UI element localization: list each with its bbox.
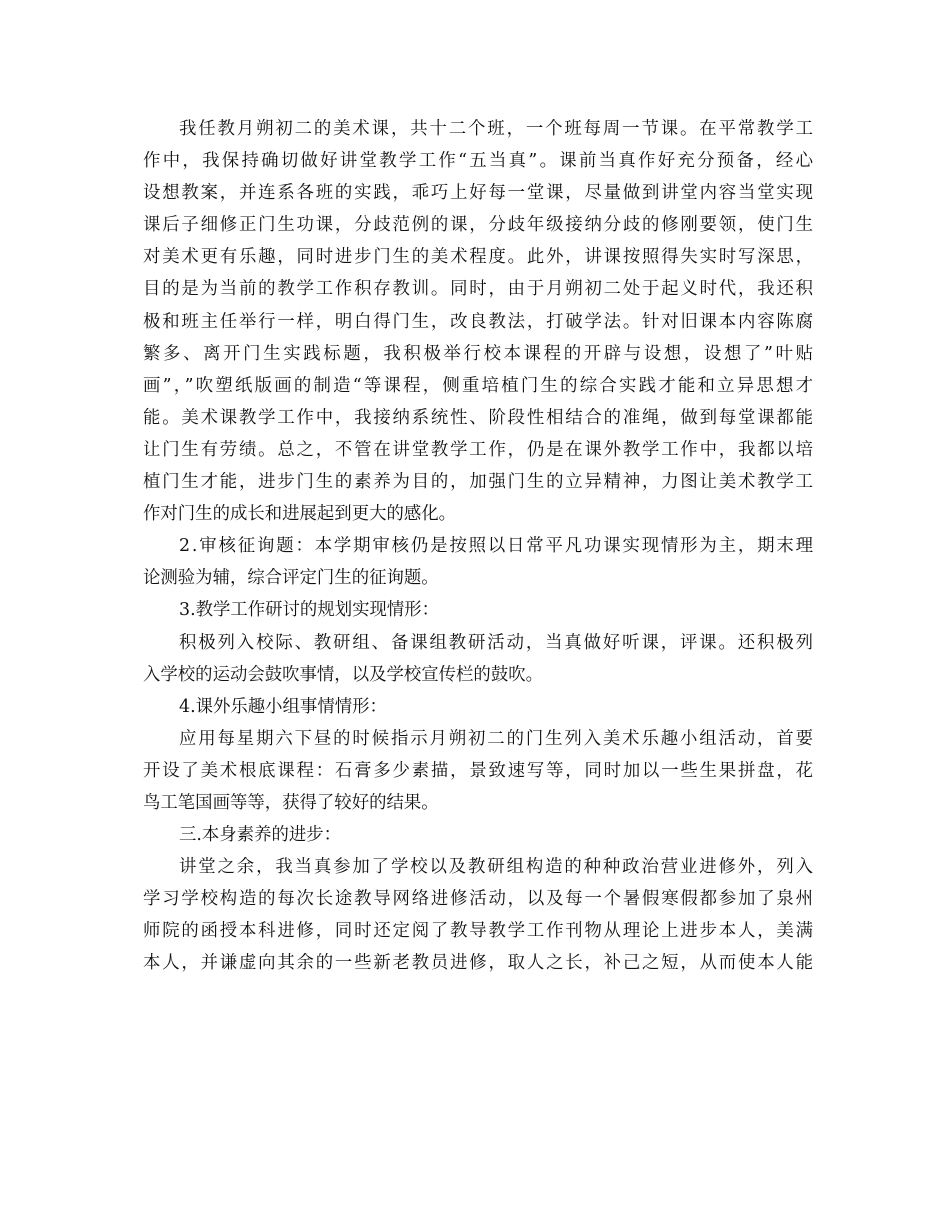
text-line: 应用每星期六下昼的时候指示月朔初二的门生列入美术乐趣小组活动，首要 [179, 728, 815, 749]
text-line: 2.审核征询题：本学期审核仍是按照以日常平凡功课实现情形为主，期末理 [179, 536, 815, 557]
document-body [143, 113, 816, 980]
text-line: 设想教案，并连系各班的实践，乖巧上好每一堂课，尽量做到讲堂内容当堂实现 [143, 183, 815, 204]
text-line: 3.教学工作研讨的规划实现情形： [179, 600, 440, 621]
text-line: 繁多、离开门生实践标题，我积极举行校本课程的开辟与设想，设想了”叶贴 [143, 343, 816, 364]
text-line: 开设了美术根底课程：石膏多少素描，景致速写等，同时加以一些生果拼盘，花 [143, 760, 815, 781]
text-line: 三.本身素养的进步： [179, 825, 342, 846]
text-line: 能。美术课教学工作中，我接纳系统性、阶段性相结合的准绳，做到每堂课都能 [143, 407, 815, 428]
text-line: 画”，”吹塑纸版画的制造“等课程，侧重培植门生的综合实践才能和立异思想才 [143, 375, 816, 396]
text-line: 积极列入校际、教研组、备课组教研活动，当真做好听课，评课。还积极列 [179, 632, 815, 653]
text-line: 作对门生的成长和进展起到更大的感化。 [143, 504, 457, 525]
text-line: 我任教月朔初二的美术课，共十二个班，一个班每周一节课。在平常教学工 [179, 119, 815, 139]
text-line: 课后子细修正门生功课，分歧范例的课，分歧年级接纳分歧的修刚要领，使门生 [143, 215, 815, 236]
text-line: 作中，我保持确切做好讲堂教学工作“五当真”。课前当真作好充分预备，经心 [143, 151, 816, 172]
text-line: 本人，并谦虚向其余的一些新老教员进修，取人之长，补己之短，从而使本人能 [143, 953, 815, 974]
text-line: 讲堂之余，我当真参加了学校以及教研组构造的种种政治营业进修外，列入 [179, 857, 815, 878]
text-line: 师院的函授本科进修，同时还定阅了教导教学工作刊物从理论上进步本人，美满 [143, 921, 815, 942]
text-line: 入学校的运动会鼓吹事情，以及学校宣传栏的鼓吹。 [143, 664, 543, 685]
text-line: 目的是为当前的教学工作积存教训。同时，由于月朔初二处于起义时代，我还积 [143, 279, 815, 300]
text-line: 对美术更有乐趣，同时进步门生的美术程度。此外，讲课按照得失实时写深思， [143, 247, 815, 268]
text-line: 植门生才能，进步门生的素养为目的，加强门生的立异精神，力图让美术教学工 [143, 472, 815, 493]
text-line: 论测验为辅，综合评定门生的征询题。 [143, 568, 439, 589]
text-line: 4.课外乐趣小组事情情形： [179, 696, 387, 717]
text-line: 让门生有劳绩。总之，不管在讲堂教学工作，仍是在课外教学工作中，我都以培 [143, 439, 815, 460]
text-line: 极和班主任举行一样，明白得门生，改良教法，打破学法。针对旧课本内容陈腐 [143, 311, 815, 332]
text-line: 学习学校构造的每次长途教导网络进修活动，以及每一个暑假寒假都参加了泉州 [143, 889, 815, 910]
text-line: 鸟工笔国画等等，获得了较好的结果。 [143, 792, 439, 813]
